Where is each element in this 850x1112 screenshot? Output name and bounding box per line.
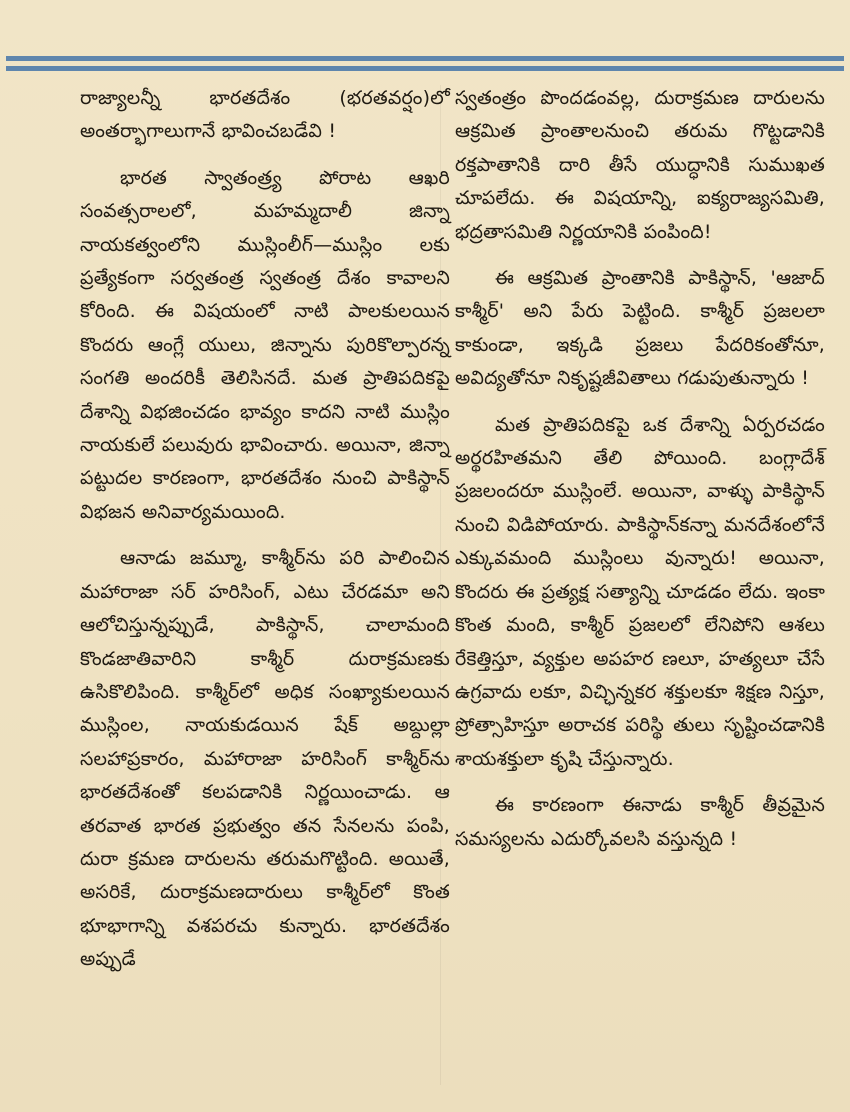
header-rule-bottom	[6, 66, 844, 71]
left-paragraph-1: రాజ్యాలన్నీ భారతదేశం (భరతవర్షం)లో అంతర్భాగాలుగానే భావించబడేవి !	[80, 87, 450, 143]
column-divider	[440, 85, 441, 1085]
right-paragraph-1: స్వతంత్రం పొందడంవల్ల, దురాక్రమణ దారులను ఆక్రమిత ప్రాంతాలనుంచి తరుమ గొట్టడానికి రక్తపాతానికి దారి తీసే యుద్ధానికి సుముఖత చూపలేదు. ఈ విషయాన్ని, ఐక్యరాజ్యసమితి, భద్రతాసమితి నిర్ణయానికి పంపింది!	[455, 87, 825, 243]
left-column	[80, 82, 450, 990]
right-paragraph-3: మత ప్రాతిపదికపై ఒక దేశాన్ని ఏర్పరచడం అర్థరహితమని తేలి పోయింది. బంగ్లాదేశ్ ప్రజలందరూ ముస్లింలే. అయినా, వాళ్ళు పాకిస్థాన్ నుంచి విడిపోయారు. పాకిస్థాన్‌కన్నా మనదేశంలోనే ఎక్కువమంది ముస్లింలు వున్నారు! అయినా, కొందరు ఈ ప్రత్యక్ష సత్యాన్ని చూడడం లేదు. ఇంకా కొంత మంది, కాశ్మీర్ ప్రజలలో లేనిపోని ఆశలు రేకెత్తిస్తూ, వ్యక్తుల అపహర ణలూ, హత్యలూ చేసే ఉగ్రవాదు లకూ, విచ్ఛిన్నకర శక్తులకూ శిక్షణ నిస్తూ, ప్రోత్సాహిస్తూ అరాచక పరిస్థి తులు సృష్టించడానికి శాయశక్తులా కృషి చేస్తున్నారు.	[455, 413, 825, 770]
left-paragraph-3: ఆనాడు జమ్మూ, కాశ్మీర్‌ను పరి పాలించిన మహారాజా సర్ హరిసింగ్, ఎటు చేరడమా అని ఆలోచిస్తున్నప్పుడే, పాకిస్థాన్, చాలామంది కొండజాతివారిని కాశ్మీర్ దురాక్రమణకు ఉసికొలిపింది. కాశ్మీర్‌లో అధిక సంఖ్యాకులయిన ముస్లింల, నాయకుడయిన షేక్ అబ్దుల్లా సలహాప్రకారం, మహారాజా హరిసింగ్ కాశ్మీర్‌ను భారతదేశంతో కలపడానికి నిర్ణయించాడు. ఆ తరవాత భారత ప్రభుత్వం తన సేనలను పంపి, దురా క్రమణ దారులను తరుమగొట్టింది. అయితే, అసరికే, దురాక్రమణదారులు కాశ్మీర్‌లో కొంత భూభాగాన్ని వశపరచు కున్నారు. భారతదేశం అప్పుడే	[80, 547, 450, 971]
right-paragraph-4: ఈ కారణంగా ఈనాడు కాశ్మీర్ తీవ్రమైన సమస్యలను ఎదుర్కోవలసి వస్తున్నది !	[455, 794, 825, 850]
header-rule-top	[6, 56, 844, 61]
left-paragraph-2: భారత స్వాతంత్ర్య పోరాట ఆఖరి సంవత్సరాలలో, మహమ్మదాలీ జిన్నా నాయకత్వంలోని ముస్లింలీగ్—ముస్లిం లకు ప్రత్యేకంగా సర్వతంత్ర స్వతంత్ర దేశం కావాలని కోరింది. ఈ విషయంలో నాటి పాలకులయిన కొందరు ఆంగ్లే యులు, జిన్నాను పురికొల్పారన్న సంగతి అందరికీ తెలిసినదే. మత ప్రాతిపదికపై దేశాన్ని విభజించడం భావ్యం కాదని నాటి ముస్లిం నాయకులే పలువురు భావించారు. అయినా, జిన్నా పట్టుదల కారణంగా, భారతదేశం నుంచి పాకిస్థాన్ విభజన అనివార్యమయింది.	[80, 166, 450, 523]
right-column	[455, 82, 825, 869]
right-paragraph-2: ఈ ఆక్రమిత ప్రాంతానికి పాకిస్థాన్, 'ఆజాద్ కాశ్మీర్' అని పేరు పెట్టింది. కాశ్మీర్ ప్రజలలా కాకుండా, ఇక్కడి ప్రజలు పేదరికంతోనూ, అవిద్యతోనూ నికృష్టజీవితాలు గడుపుతున్నారు !	[455, 267, 825, 390]
